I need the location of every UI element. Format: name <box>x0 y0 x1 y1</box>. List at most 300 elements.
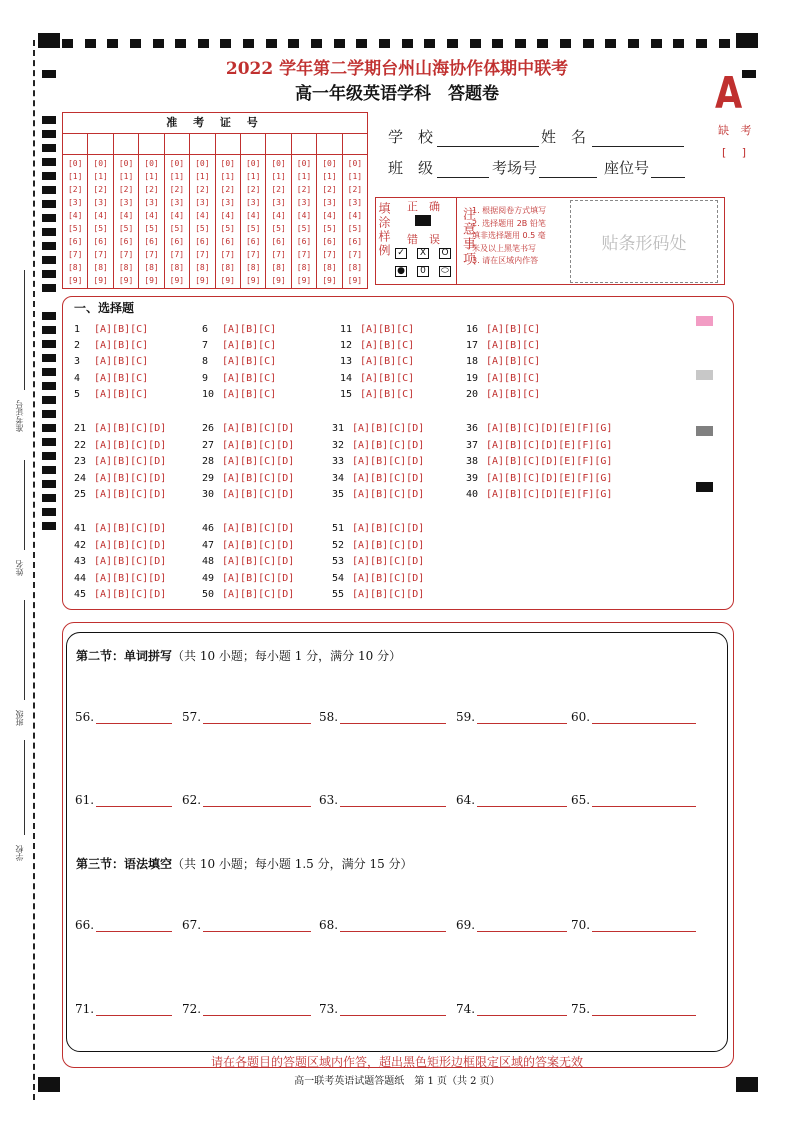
digit-bubble[interactable]: [8] <box>93 263 108 272</box>
answer-options[interactable]: [A][B][C] <box>486 356 541 368</box>
question-row[interactable] <box>74 489 166 500</box>
admission-write-cell[interactable] <box>88 134 113 154</box>
answer-options[interactable]: [A][B][C][D] <box>94 539 167 551</box>
answer-options[interactable]: [A][B][C][D] <box>94 572 167 584</box>
digit-bubble[interactable]: [2] <box>67 185 83 194</box>
digit-bubble[interactable]: [4] <box>220 211 235 220</box>
digit-bubble[interactable]: [7] <box>245 250 261 259</box>
digit-bubble[interactable]: [9] <box>195 276 210 285</box>
question-row[interactable] <box>466 324 540 335</box>
digit-bubble[interactable]: [8] <box>195 263 210 272</box>
answer-options[interactable]: [A][B][C][D] <box>222 523 295 534</box>
digit-bubble[interactable]: [1] <box>245 172 261 181</box>
answer-blank[interactable] <box>592 919 696 932</box>
answer-options[interactable]: [A][B][C][D][E][F][G] <box>486 456 613 468</box>
digit-bubble[interactable]: [5] <box>169 224 185 233</box>
digit-bubble[interactable]: [6] <box>271 237 286 246</box>
answer-blank[interactable] <box>203 794 311 807</box>
digit-bubble[interactable]: [5] <box>322 224 337 233</box>
question-row[interactable] <box>74 324 148 335</box>
question-row[interactable] <box>332 540 424 551</box>
blank-item <box>319 710 446 724</box>
question-number: 13 <box>340 356 353 368</box>
gray-scale-swatch-black <box>696 482 713 492</box>
question-row[interactable] <box>74 423 166 434</box>
digit-bubble[interactable]: [1] <box>169 172 185 181</box>
digit-bubble[interactable]: [2] <box>322 185 337 194</box>
answer-options[interactable]: [A][B][C] <box>222 372 277 384</box>
question-row[interactable] <box>74 540 166 551</box>
answer-options[interactable]: [A][B][C][D] <box>222 589 295 601</box>
answer-options[interactable]: [A][B][C][D] <box>94 472 167 484</box>
answer-options[interactable]: [A][B][C] <box>360 324 415 335</box>
timing-mark <box>719 39 730 48</box>
digit-bubble[interactable]: [8] <box>169 263 185 272</box>
digit-bubble[interactable]: [6] <box>347 237 363 246</box>
digit-bubble[interactable]: [1] <box>296 172 312 181</box>
digit-bubble[interactable]: [6] <box>144 237 159 246</box>
answer-blank[interactable] <box>477 1003 567 1016</box>
question-row[interactable] <box>466 473 612 484</box>
question-row[interactable] <box>74 473 166 484</box>
digit-bubble[interactable]: [5] <box>195 224 210 233</box>
answer-blank[interactable] <box>96 711 172 724</box>
class-field[interactable] <box>388 157 489 178</box>
answer-options[interactable]: [A][B][C][D] <box>222 572 295 584</box>
answer-options[interactable]: [A][B][C][D] <box>352 439 425 451</box>
admission-write-cell[interactable] <box>190 134 215 154</box>
admission-write-cell[interactable] <box>139 134 164 154</box>
answer-blank[interactable] <box>477 919 567 932</box>
digit-bubble[interactable]: [9] <box>93 276 108 285</box>
section3-title-detail: （共 10 小题；每小题 1.5 分，满分 15 分） <box>172 857 413 871</box>
question-row[interactable] <box>74 589 166 600</box>
digit-bubble[interactable]: [2] <box>93 185 108 194</box>
digit-bubble[interactable]: [8] <box>144 263 159 272</box>
timing-mark <box>288 39 299 48</box>
answer-options[interactable]: [A][B][C] <box>360 372 415 384</box>
answer-area-warning: 请在各题目的答题区域内作答，超出黑色矩形边框限定区域的答案无效 <box>210 1055 583 1069</box>
answer-blank[interactable] <box>592 1003 696 1016</box>
blank-item <box>319 1002 446 1016</box>
school-field[interactable] <box>388 126 539 147</box>
question-row[interactable] <box>466 373 540 384</box>
answer-options[interactable]: [A][B][C][D] <box>94 523 167 534</box>
question-row[interactable] <box>332 440 424 451</box>
digit-bubble[interactable]: [0] <box>271 159 286 168</box>
digit-bubble[interactable]: [3] <box>118 198 134 207</box>
question-row[interactable] <box>74 440 166 451</box>
timing-mark <box>42 522 56 530</box>
name-line[interactable] <box>592 131 684 147</box>
answer-options[interactable]: [A][B][C][D] <box>94 439 167 451</box>
question-row[interactable] <box>332 489 424 500</box>
question-row[interactable] <box>202 440 294 451</box>
answer-options[interactable]: [A][B][C][D] <box>352 539 425 551</box>
admission-write-cells[interactable] <box>63 134 367 155</box>
digit-bubble[interactable]: [0] <box>245 159 261 168</box>
room-line[interactable] <box>539 162 597 178</box>
admission-write-cell[interactable] <box>292 134 317 154</box>
question-row[interactable] <box>466 456 612 467</box>
digit-bubble[interactable]: [4] <box>118 211 134 220</box>
digit-bubble[interactable]: [4] <box>322 211 337 220</box>
question-row[interactable] <box>74 556 166 567</box>
digit-bubble[interactable]: [8] <box>296 263 312 272</box>
question-row[interactable] <box>74 356 148 367</box>
answer-blank[interactable] <box>340 1003 446 1016</box>
question-row[interactable] <box>202 489 294 500</box>
answer-blank[interactable] <box>96 919 172 932</box>
answer-options[interactable]: [A][B][C][D] <box>352 456 425 468</box>
digit-bubble[interactable]: [7] <box>144 250 159 259</box>
question-row[interactable] <box>340 340 414 351</box>
answer-options[interactable]: [A][B][C][D] <box>94 556 167 568</box>
digit-bubble[interactable]: [2] <box>195 185 210 194</box>
digit-bubble[interactable]: [1] <box>195 172 210 181</box>
timing-mark <box>42 340 56 348</box>
answer-options[interactable]: [A][B][C][D] <box>222 456 295 468</box>
answer-options[interactable]: [A][B][C][D] <box>94 589 167 601</box>
digit-bubble[interactable]: [6] <box>195 237 210 246</box>
digit-bubble[interactable]: [0] <box>93 159 108 168</box>
question-row[interactable] <box>466 356 540 367</box>
admission-write-cell[interactable] <box>63 134 88 154</box>
digit-bubble[interactable]: [6] <box>118 237 134 246</box>
digit-bubble[interactable]: [2] <box>245 185 261 194</box>
question-row[interactable] <box>332 573 424 584</box>
admission-write-cell[interactable] <box>114 134 139 154</box>
digit-bubble[interactable]: [0] <box>347 159 363 168</box>
answer-blank[interactable] <box>340 919 446 932</box>
digit-bubble[interactable]: [0] <box>322 159 337 168</box>
answer-blank[interactable] <box>203 1003 311 1016</box>
answer-options[interactable]: [A][B][C] <box>94 340 149 352</box>
answer-options[interactable]: [A][B][C] <box>94 372 149 384</box>
blank-number: 71. <box>75 1002 95 1016</box>
admission-write-cell[interactable] <box>343 134 367 154</box>
digit-bubble[interactable]: [3] <box>67 198 83 207</box>
class-line[interactable] <box>437 162 489 178</box>
digit-bubble[interactable]: [3] <box>220 198 235 207</box>
question-row[interactable] <box>74 373 148 384</box>
absent-checkbox[interactable]: [ ] <box>722 146 753 159</box>
digit-bubble[interactable]: [4] <box>144 211 159 220</box>
question-row[interactable] <box>202 556 294 567</box>
answer-options[interactable]: [A][B][C][D] <box>94 489 167 501</box>
digit-bubble[interactable]: [5] <box>220 224 235 233</box>
answer-blank[interactable] <box>96 1003 172 1016</box>
digit-bubble[interactable]: [4] <box>169 211 185 220</box>
answer-options[interactable]: [A][B][C][D] <box>222 539 295 551</box>
question-row[interactable] <box>74 389 148 400</box>
timing-strip-top <box>62 39 730 48</box>
digit-bubble[interactable]: [3] <box>322 198 337 207</box>
digit-bubble[interactable]: [4] <box>93 211 108 220</box>
question-row[interactable] <box>202 324 276 335</box>
digit-bubble[interactable]: [5] <box>347 224 363 233</box>
question-row[interactable] <box>332 473 424 484</box>
question-row[interactable] <box>340 324 414 335</box>
answer-options[interactable]: [A][B][C] <box>486 324 541 335</box>
question-row[interactable] <box>332 589 424 600</box>
question-row[interactable] <box>466 489 612 500</box>
digit-bubble[interactable]: [9] <box>271 276 286 285</box>
question-row[interactable] <box>202 389 276 400</box>
binding-cut-line <box>33 40 35 1100</box>
question-row[interactable] <box>74 523 166 534</box>
question-row[interactable] <box>202 456 294 467</box>
admission-write-cell[interactable] <box>216 134 241 154</box>
name-field[interactable] <box>541 126 684 147</box>
digit-bubble[interactable]: [5] <box>245 224 261 233</box>
digit-bubble[interactable]: [4] <box>296 211 312 220</box>
digit-bubble[interactable]: [9] <box>220 276 235 285</box>
question-row[interactable] <box>202 340 276 351</box>
digit-bubble[interactable]: [2] <box>347 185 363 194</box>
wrong-sample-check-icon: ✓ <box>395 248 407 259</box>
question-row[interactable] <box>332 423 424 434</box>
digit-bubble[interactable]: [6] <box>296 237 312 246</box>
answer-options[interactable]: [A][B][C] <box>486 388 541 400</box>
digit-bubble[interactable]: [0] <box>67 159 83 168</box>
seat-field[interactable] <box>604 157 685 178</box>
timing-mark <box>266 39 277 48</box>
answer-options[interactable]: [A][B][C] <box>222 340 277 352</box>
answer-options[interactable]: [A][B][C] <box>486 340 541 352</box>
note-line: 填非选择题用 0.5 毫 <box>472 231 546 240</box>
digit-bubble[interactable]: [7] <box>271 250 286 259</box>
answer-blank[interactable] <box>340 794 446 807</box>
digit-bubble[interactable]: [2] <box>169 185 185 194</box>
question-row[interactable] <box>202 523 294 534</box>
digit-bubble[interactable]: [7] <box>93 250 108 259</box>
answer-options[interactable]: [A][B][C][D] <box>94 423 167 434</box>
digit-bubble[interactable]: [5] <box>271 224 286 233</box>
answer-blank[interactable] <box>592 794 696 807</box>
answer-options[interactable]: [A][B][C][D] <box>352 589 425 601</box>
digit-bubble[interactable]: [3] <box>296 198 312 207</box>
answer-blank[interactable] <box>477 711 567 724</box>
question-row[interactable] <box>202 540 294 551</box>
digit-bubble[interactable]: [0] <box>144 159 159 168</box>
digit-bubble[interactable]: [1] <box>322 172 337 181</box>
answer-options[interactable]: [A][B][C][D] <box>222 489 295 501</box>
question-row[interactable] <box>332 523 424 534</box>
question-row[interactable] <box>202 423 294 434</box>
answer-options[interactable]: [A][B][C][D] <box>94 456 167 468</box>
digit-bubble[interactable]: [5] <box>144 224 159 233</box>
digit-bubble[interactable]: [4] <box>245 211 261 220</box>
answer-options[interactable]: [A][B][C] <box>486 372 541 384</box>
question-row[interactable] <box>340 356 414 367</box>
answer-options[interactable]: [A][B][C][D] <box>352 472 425 484</box>
question-row[interactable] <box>202 573 294 584</box>
admission-write-cell[interactable] <box>266 134 291 154</box>
digit-bubble[interactable]: [3] <box>245 198 261 207</box>
digit-bubble[interactable]: [5] <box>118 224 134 233</box>
question-row[interactable] <box>202 589 294 600</box>
answer-options[interactable]: [A][B][C][D] <box>222 423 295 434</box>
question-row[interactable] <box>74 340 148 351</box>
digit-bubble[interactable]: [9] <box>245 276 261 285</box>
digit-bubble[interactable]: [0] <box>195 159 210 168</box>
digit-bubble[interactable]: [5] <box>67 224 83 233</box>
digit-bubble[interactable]: [0] <box>169 159 185 168</box>
digit-bubble[interactable]: [9] <box>67 276 83 285</box>
answer-blank[interactable] <box>592 711 696 724</box>
question-row[interactable] <box>466 340 540 351</box>
digit-bubble[interactable]: [1] <box>347 172 363 181</box>
blank-number: 64. <box>456 793 476 807</box>
digit-bubble[interactable]: [0] <box>118 159 134 168</box>
question-row[interactable] <box>332 556 424 567</box>
digit-bubble[interactable]: [7] <box>169 250 185 259</box>
digit-bubble[interactable]: [2] <box>118 185 134 194</box>
digit-bubble[interactable]: [1] <box>144 172 159 181</box>
digit-bubble[interactable]: [6] <box>220 237 235 246</box>
digit-bubble[interactable]: [9] <box>347 276 363 285</box>
digit-bubble[interactable]: [8] <box>347 263 363 272</box>
digit-bubble[interactable]: [3] <box>347 198 363 207</box>
digit-bubble[interactable]: [7] <box>347 250 363 259</box>
digit-bubble[interactable]: [7] <box>220 250 235 259</box>
digit-bubble[interactable]: [6] <box>169 237 185 246</box>
digit-bubble[interactable]: [3] <box>169 198 185 207</box>
digit-bubble[interactable]: [8] <box>271 263 286 272</box>
admission-bubble-columns[interactable] <box>63 155 367 289</box>
question-row[interactable] <box>74 456 166 467</box>
digit-bubble[interactable]: [9] <box>169 276 185 285</box>
digit-bubble[interactable]: [8] <box>245 263 261 272</box>
question-row[interactable] <box>340 373 414 384</box>
answer-options[interactable]: [A][B][C][D][E][F][G] <box>486 423 613 434</box>
question-row[interactable] <box>74 573 166 584</box>
question-row[interactable] <box>466 389 540 400</box>
answer-options[interactable]: [A][B][C][D] <box>222 472 295 484</box>
answer-options[interactable]: [A][B][C] <box>360 356 415 368</box>
digit-bubble[interactable]: [9] <box>296 276 312 285</box>
digit-bubble[interactable]: [2] <box>220 185 235 194</box>
admission-write-cell[interactable] <box>165 134 190 154</box>
answer-options[interactable]: [A][B][C][D] <box>222 439 295 451</box>
answer-options[interactable]: [A][B][C][D] <box>352 572 425 584</box>
answer-options[interactable]: [A][B][C] <box>360 388 415 400</box>
digit-bubble[interactable]: [2] <box>296 185 312 194</box>
digit-bubble[interactable]: [0] <box>296 159 312 168</box>
digit-bubble[interactable]: [1] <box>220 172 235 181</box>
question-row[interactable] <box>202 373 276 384</box>
digit-bubble[interactable]: [6] <box>322 237 337 246</box>
answer-options[interactable]: [A][B][C][D] <box>352 556 425 568</box>
answer-options[interactable]: [A][B][C][D] <box>352 423 425 434</box>
answer-blank[interactable] <box>203 919 311 932</box>
answer-options[interactable]: [A][B][C][D] <box>352 523 425 534</box>
digit-bubble[interactable]: [3] <box>144 198 159 207</box>
digit-bubble[interactable]: [5] <box>93 224 108 233</box>
digit-bubble[interactable]: [7] <box>67 250 83 259</box>
blank-item <box>182 710 311 724</box>
digit-bubble[interactable]: [2] <box>144 185 159 194</box>
digit-bubble[interactable]: [7] <box>296 250 312 259</box>
admission-write-cell[interactable] <box>241 134 266 154</box>
digit-bubble[interactable]: [0] <box>220 159 235 168</box>
timing-mark <box>696 39 707 48</box>
answer-options[interactable]: [A][B][C][D][E][F][G] <box>486 489 613 501</box>
blank-item <box>571 710 696 724</box>
digit-bubble[interactable]: [3] <box>93 198 108 207</box>
timing-mark <box>560 39 571 48</box>
admission-write-cell[interactable] <box>317 134 342 154</box>
digit-bubble[interactable]: [1] <box>118 172 134 181</box>
digit-bubble[interactable]: [4] <box>67 211 83 220</box>
question-row[interactable] <box>466 440 612 451</box>
answer-options[interactable]: [A][B][C] <box>222 356 277 368</box>
digit-bubble[interactable]: [4] <box>195 211 210 220</box>
digit-bubble[interactable]: [2] <box>271 185 286 194</box>
question-row[interactable] <box>202 356 276 367</box>
digit-bubble[interactable]: [7] <box>322 250 337 259</box>
blank-number: 56. <box>75 710 95 724</box>
digit-bubble[interactable]: [9] <box>118 276 134 285</box>
digit-bubble[interactable]: [3] <box>271 198 286 207</box>
digit-bubble[interactable]: [8] <box>67 263 83 272</box>
question-number: 44 <box>74 572 87 584</box>
question-row[interactable] <box>202 473 294 484</box>
digit-bubble[interactable]: [7] <box>118 250 134 259</box>
question-row[interactable] <box>466 423 612 434</box>
answer-blank[interactable] <box>96 794 172 807</box>
digit-bubble[interactable]: [8] <box>322 263 337 272</box>
digit-bubble[interactable]: [4] <box>271 211 286 220</box>
digit-bubble[interactable]: [6] <box>245 237 261 246</box>
digit-bubble[interactable]: [6] <box>67 237 83 246</box>
digit-bubble[interactable]: [6] <box>93 237 108 246</box>
answer-options[interactable]: [A][B][C] <box>222 324 277 335</box>
answer-options[interactable]: [A][B][C][D][E][F][G] <box>486 472 613 484</box>
digit-bubble[interactable]: [3] <box>195 198 210 207</box>
digit-bubble[interactable]: [4] <box>347 211 363 220</box>
answer-options[interactable]: [A][B][C][D][E][F][G] <box>486 439 613 451</box>
answer-options[interactable]: [A][B][C][D] <box>222 556 295 568</box>
answer-blank[interactable] <box>340 711 446 724</box>
digit-bubble[interactable]: [7] <box>195 250 210 259</box>
question-row[interactable] <box>340 389 414 400</box>
seat-line[interactable] <box>651 162 685 178</box>
room-field[interactable] <box>492 157 597 178</box>
digit-bubble[interactable]: [8] <box>118 263 134 272</box>
admission-digit-column <box>63 155 88 289</box>
answer-options[interactable]: [A][B][C] <box>222 388 277 400</box>
digit-bubble[interactable]: [8] <box>220 263 235 272</box>
answer-options[interactable]: [A][B][C][D] <box>352 489 425 501</box>
digit-bubble[interactable]: [1] <box>67 172 83 181</box>
digit-bubble[interactable]: [1] <box>93 172 108 181</box>
answer-options[interactable]: [A][B][C] <box>94 324 149 335</box>
school-line[interactable] <box>437 131 539 147</box>
answer-options[interactable]: [A][B][C] <box>360 340 415 352</box>
answer-options[interactable]: [A][B][C] <box>94 356 149 368</box>
question-number: 50 <box>202 589 215 601</box>
answer-blank[interactable] <box>203 711 311 724</box>
answer-blank[interactable] <box>477 794 567 807</box>
digit-bubble[interactable]: [9] <box>144 276 159 285</box>
answer-options[interactable]: [A][B][C] <box>94 388 149 400</box>
digit-bubble[interactable]: [5] <box>296 224 312 233</box>
digit-bubble[interactable]: [9] <box>322 276 337 285</box>
digit-bubble[interactable]: [1] <box>271 172 286 181</box>
question-row[interactable] <box>332 456 424 467</box>
